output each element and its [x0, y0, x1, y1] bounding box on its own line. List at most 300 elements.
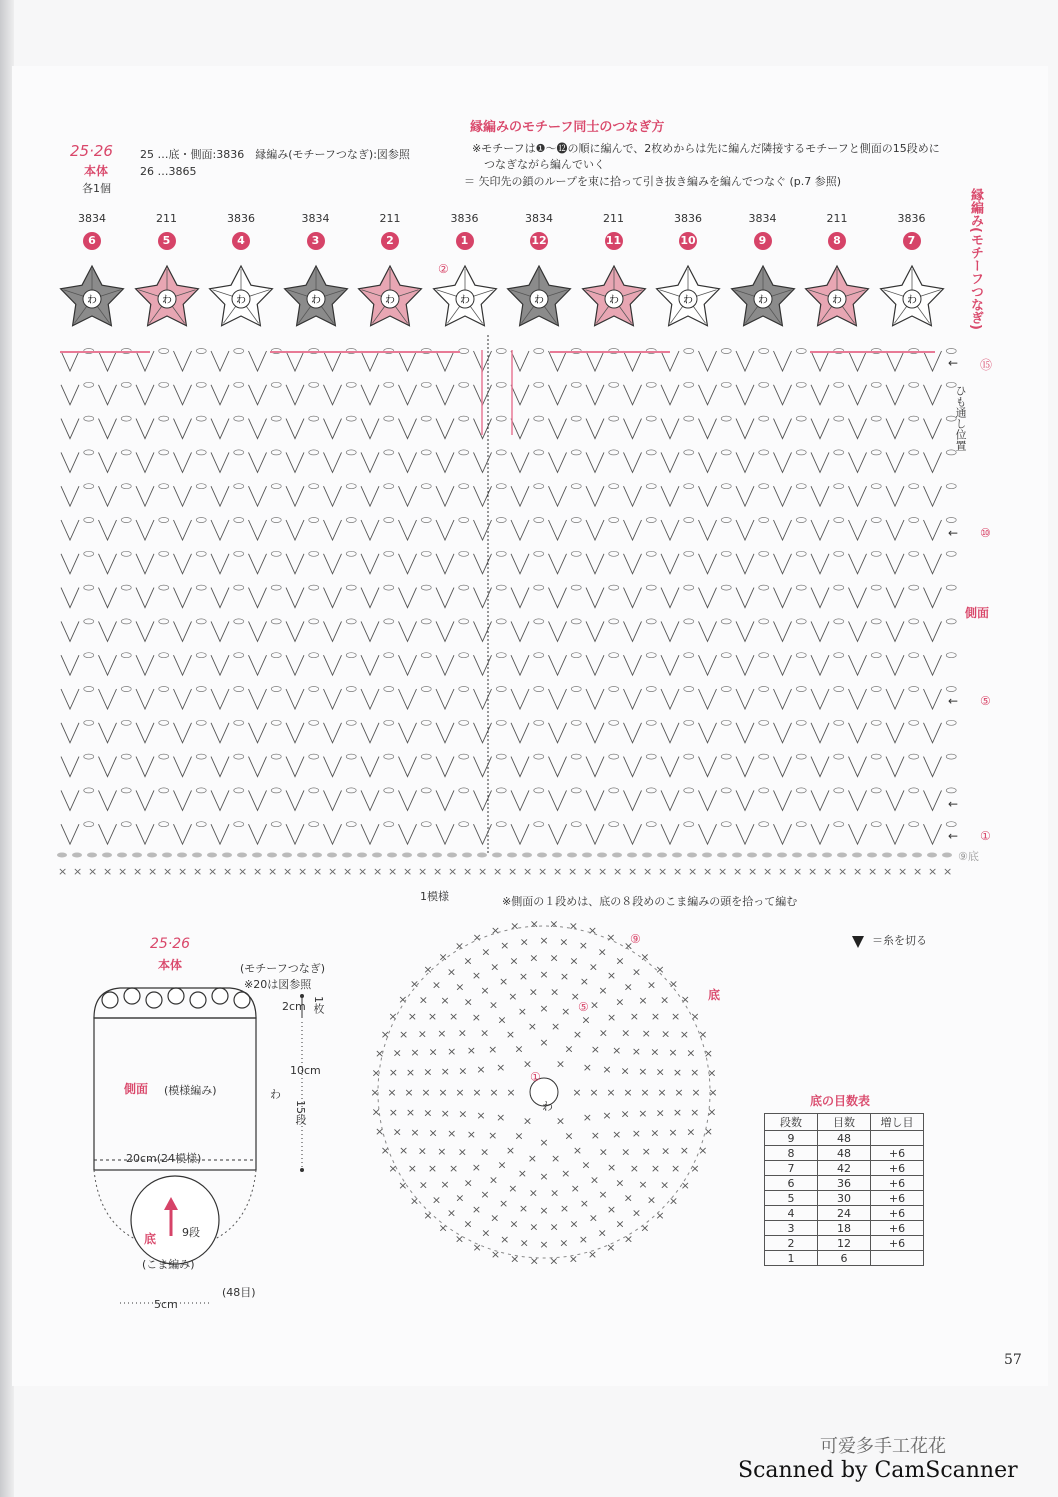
svg-text:×: ×	[631, 1206, 642, 1220]
svg-text:×: ×	[691, 1086, 701, 1099]
svg-text:×: ×	[838, 865, 848, 878]
svg-text:×: ×	[410, 1046, 420, 1060]
motif-order-badge: 10	[679, 232, 697, 250]
svg-text:×: ×	[392, 1046, 402, 1060]
model-ref: 25·26	[70, 142, 113, 160]
table-row	[765, 1131, 924, 1146]
table-cell: 8	[765, 1146, 818, 1161]
arrow-row10: ←	[948, 526, 959, 540]
svg-text:×: ×	[660, 1144, 671, 1158]
svg-text:×: ×	[440, 994, 450, 1008]
svg-text:×: ×	[690, 1105, 700, 1119]
svg-text:×: ×	[598, 983, 608, 997]
svg-text:×: ×	[409, 977, 420, 991]
svg-text:×: ×	[388, 1066, 398, 1080]
table-row	[765, 1236, 924, 1251]
table-cell: 48	[818, 1146, 871, 1161]
svg-text:×: ×	[590, 1129, 600, 1143]
svg-text:×: ×	[598, 1188, 608, 1202]
header-rows: 段数	[765, 1114, 818, 1131]
table-cell: 2	[765, 1236, 818, 1251]
svg-text:×: ×	[823, 865, 833, 878]
star-motif	[727, 262, 799, 332]
svg-text:×: ×	[454, 1232, 465, 1246]
svg-text:×: ×	[913, 865, 923, 878]
svg-text:×: ×	[621, 1026, 631, 1040]
table-row	[765, 1251, 924, 1266]
svg-text:×: ×	[238, 865, 248, 878]
base-chart-center: わ	[542, 1100, 553, 1113]
svg-text:×: ×	[587, 924, 598, 938]
side-label: 側面	[965, 606, 990, 620]
table-cell: +6	[871, 1236, 924, 1251]
svg-text:×: ×	[428, 1126, 438, 1140]
svg-text:×: ×	[421, 1086, 431, 1099]
svg-text:×: ×	[446, 1206, 457, 1220]
svg-text:×: ×	[490, 1247, 501, 1261]
svg-text:×: ×	[438, 950, 448, 964]
svg-text:×: ×	[163, 865, 173, 878]
side-stitch-chart	[40, 335, 960, 885]
svg-text:×: ×	[655, 1208, 665, 1222]
table-cell: +6	[871, 1206, 924, 1221]
svg-text:×: ×	[559, 1202, 570, 1216]
table-row	[765, 1206, 924, 1221]
svg-text:×: ×	[88, 865, 98, 878]
svg-text:×: ×	[853, 865, 863, 878]
svg-text:×: ×	[529, 951, 539, 965]
svg-text:×: ×	[646, 978, 657, 992]
svg-text:×: ×	[559, 935, 569, 949]
svg-text:×: ×	[650, 1010, 661, 1023]
svg-text:×: ×	[698, 1143, 708, 1157]
svg-text:×: ×	[598, 1026, 609, 1040]
svg-text:×: ×	[374, 1125, 385, 1138]
svg-text:×: ×	[103, 865, 113, 878]
motif-color-code: 211	[603, 212, 624, 225]
svg-text:×: ×	[583, 865, 593, 878]
svg-text:×: ×	[620, 1064, 630, 1078]
joining-note-1: ※モチーフは❶～⓬の順に編んで、2枚めからは先に編んだ隣接するモチーフと側面の15段めに	[472, 142, 940, 155]
svg-text:×: ×	[510, 1252, 520, 1266]
table-cell: 6	[818, 1251, 871, 1266]
svg-text:×: ×	[488, 1129, 498, 1143]
joining-note-2: つなぎながら編んでいく	[484, 158, 605, 171]
svg-text:×: ×	[674, 1086, 684, 1099]
svg-text:×: ×	[529, 917, 539, 931]
svg-text:×: ×	[564, 1042, 574, 1056]
schematic-diameter: 5cm	[154, 1298, 178, 1311]
table-cell: 3	[765, 1221, 818, 1236]
svg-text:×: ×	[582, 1061, 592, 1074]
svg-text:×: ×	[793, 865, 803, 878]
svg-text:×: ×	[555, 1057, 566, 1071]
svg-text:×: ×	[457, 1026, 467, 1040]
svg-text:×: ×	[539, 1136, 549, 1149]
svg-text:×: ×	[638, 994, 648, 1008]
svg-text:×: ×	[505, 1028, 516, 1041]
svg-text:×: ×	[703, 1125, 714, 1138]
motif-order-badge: 1	[456, 232, 474, 250]
svg-text:×: ×	[668, 1046, 678, 1060]
svg-text:×: ×	[660, 1027, 671, 1041]
svg-text:×: ×	[641, 1145, 651, 1158]
svg-text:わ: わ	[459, 295, 470, 306]
dim-2-value: 10cm	[290, 1064, 321, 1077]
svg-text:×: ×	[407, 1010, 418, 1023]
schematic-side-pattern: (模様編み)	[164, 1084, 217, 1097]
quantity: 各1個	[82, 182, 111, 195]
svg-text:×: ×	[343, 865, 353, 878]
svg-text:×: ×	[428, 1045, 438, 1059]
svg-text:×: ×	[448, 865, 458, 878]
svg-text:×: ×	[673, 865, 683, 878]
table-cell: 24	[818, 1206, 871, 1221]
svg-text:×: ×	[928, 865, 938, 878]
svg-text:×: ×	[549, 1220, 559, 1234]
cord-position-label: ひも通し位置	[954, 385, 967, 451]
motif-color-code: 3834	[748, 212, 777, 225]
svg-text:×: ×	[615, 1217, 625, 1231]
svg-text:×: ×	[371, 1066, 381, 1080]
svg-text:×: ×	[572, 1086, 582, 1099]
svg-text:×: ×	[597, 1226, 607, 1240]
svg-text:×: ×	[517, 1004, 527, 1018]
svg-text:×: ×	[427, 1010, 438, 1023]
svg-text:×: ×	[623, 1232, 634, 1246]
svg-text:×: ×	[268, 865, 278, 878]
svg-text:×: ×	[578, 939, 588, 953]
svg-text:×: ×	[509, 954, 519, 968]
svg-text:×: ×	[527, 1152, 538, 1165]
svg-text:×: ×	[440, 1107, 450, 1120]
edge-label: 縁編み(モチーフつなぎ)	[968, 188, 983, 330]
svg-text:×: ×	[404, 1086, 414, 1099]
svg-text:×: ×	[680, 1178, 690, 1192]
svg-text:×: ×	[437, 1027, 447, 1040]
svg-text:×: ×	[707, 1066, 717, 1080]
svg-text:×: ×	[458, 1107, 468, 1121]
motif-order-badge: 7	[903, 232, 921, 250]
svg-text:×: ×	[471, 1161, 482, 1175]
svg-text:×: ×	[178, 865, 188, 878]
svg-text:わ: わ	[608, 295, 619, 306]
svg-text:×: ×	[490, 924, 501, 938]
svg-text:×: ×	[463, 995, 473, 1009]
svg-text:×: ×	[58, 865, 68, 878]
motif-color-code: 211	[826, 212, 848, 225]
cut-yarn-icon	[852, 936, 864, 948]
svg-text:×: ×	[629, 1010, 640, 1024]
svg-text:×: ×	[479, 1026, 490, 1040]
svg-text:×: ×	[529, 1220, 539, 1234]
svg-text:×: ×	[578, 1232, 588, 1246]
svg-text:×: ×	[943, 865, 953, 878]
svg-text:×: ×	[472, 1086, 482, 1099]
svg-text:×: ×	[650, 1126, 660, 1140]
star-motif	[56, 262, 128, 332]
svg-text:×: ×	[298, 865, 308, 878]
table-cell: 48	[818, 1131, 871, 1146]
table-cell: 36	[818, 1176, 871, 1191]
star-motif	[205, 262, 277, 332]
count-table-header	[765, 1114, 924, 1131]
svg-text:×: ×	[623, 939, 634, 953]
table-row	[765, 1146, 924, 1161]
svg-text:×: ×	[539, 1002, 549, 1015]
schematic-title: 本体	[158, 958, 183, 972]
schematic-edge-label: (モチーフつなぎ)	[240, 962, 326, 975]
svg-text:×: ×	[579, 1196, 590, 1210]
svg-text:×: ×	[423, 1065, 433, 1079]
header-increase: 増し目	[871, 1114, 924, 1131]
schematic-drawing	[80, 980, 320, 1310]
svg-text:×: ×	[208, 865, 218, 878]
svg-text:×: ×	[476, 1108, 486, 1122]
base-row-marker: ⑨底	[958, 850, 979, 863]
svg-text:わ: わ	[385, 295, 395, 306]
table-row	[765, 1161, 924, 1176]
svg-text:×: ×	[569, 954, 579, 968]
svg-text:×: ×	[588, 960, 598, 974]
svg-text:×: ×	[380, 1143, 390, 1157]
chart-note: ※側面の１段めは、底の８段めのこま編みの頭を拾って編む	[502, 895, 798, 908]
table-cell	[871, 1251, 924, 1266]
svg-text:×: ×	[539, 1238, 549, 1251]
svg-text:×: ×	[748, 865, 758, 878]
svg-text:×: ×	[500, 1232, 510, 1246]
table-cell: +6	[871, 1161, 924, 1176]
schematic-model-ref: 25·26	[150, 936, 191, 952]
svg-text:×: ×	[640, 950, 650, 964]
arrow-row1: ←	[948, 829, 959, 843]
svg-text:×: ×	[508, 865, 518, 878]
schematic-bottom-rows: 9段	[182, 1226, 200, 1239]
svg-text:×: ×	[476, 1063, 486, 1077]
motif-color-code: 3834	[301, 212, 330, 225]
motif-order-badge: 11	[605, 232, 623, 250]
svg-text:×: ×	[672, 1065, 683, 1079]
svg-text:わ: わ	[87, 295, 97, 306]
svg-text:×: ×	[589, 1173, 600, 1187]
svg-text:×: ×	[561, 1004, 571, 1018]
svg-text:×: ×	[550, 1152, 561, 1165]
svg-text:×: ×	[506, 1086, 516, 1099]
svg-text:×: ×	[358, 865, 368, 878]
svg-text:×: ×	[410, 1125, 420, 1139]
svg-text:×: ×	[497, 1013, 507, 1027]
svg-text:×: ×	[668, 1125, 678, 1139]
svg-text:×: ×	[606, 969, 617, 983]
svg-text:×: ×	[523, 865, 533, 878]
motif-order-badge: 5	[158, 232, 176, 250]
svg-text:×: ×	[496, 1111, 506, 1124]
svg-text:×: ×	[621, 1145, 631, 1159]
svg-text:×: ×	[405, 1106, 416, 1120]
svg-text:×: ×	[672, 1106, 683, 1120]
svg-text:×: ×	[589, 998, 600, 1012]
svg-text:わ: わ	[534, 295, 544, 306]
svg-text:×: ×	[703, 865, 713, 878]
arrow-row5: ←	[948, 694, 959, 708]
motif-color-code: 211	[156, 212, 177, 225]
svg-text:×: ×	[471, 1202, 482, 1216]
svg-text:×: ×	[423, 1106, 433, 1120]
svg-text:×: ×	[631, 965, 642, 979]
svg-text:×: ×	[519, 1236, 529, 1250]
svg-text:×: ×	[778, 865, 788, 878]
star-motif	[131, 262, 203, 332]
motif-order-badge: 12	[530, 232, 548, 250]
svg-text:×: ×	[370, 1086, 380, 1099]
svg-text:×: ×	[628, 865, 638, 878]
svg-text:×: ×	[539, 1036, 549, 1049]
table-cell: 5	[765, 1191, 818, 1206]
svg-text:×: ×	[380, 1028, 390, 1042]
star-motif	[801, 262, 873, 332]
svg-text:×: ×	[466, 1128, 476, 1141]
count-table-title: 底の目数表	[810, 1094, 871, 1108]
svg-text:×: ×	[488, 1042, 498, 1056]
svg-text:×: ×	[481, 1226, 491, 1240]
table-cell: 9	[765, 1131, 818, 1146]
svg-text:×: ×	[623, 980, 633, 994]
svg-text:×: ×	[549, 1254, 559, 1268]
svg-text:×: ×	[463, 865, 473, 878]
svg-text:×: ×	[471, 1010, 482, 1024]
svg-text:×: ×	[418, 993, 429, 1007]
svg-text:×: ×	[455, 1191, 465, 1205]
star-motif	[876, 262, 948, 332]
svg-text:×: ×	[490, 960, 500, 974]
svg-text:×: ×	[549, 951, 559, 965]
svg-text:×: ×	[514, 1042, 524, 1056]
svg-text:×: ×	[646, 1193, 657, 1207]
svg-text:×: ×	[479, 1145, 490, 1159]
svg-text:×: ×	[559, 1236, 569, 1250]
schematic-stitches: (48目)	[222, 1286, 256, 1299]
schematic-edge-ref: ※20は図参照	[244, 978, 312, 991]
svg-text:×: ×	[638, 1107, 648, 1120]
svg-text:×: ×	[606, 930, 616, 944]
svg-text:×: ×	[686, 1125, 696, 1139]
star-motif	[578, 262, 650, 332]
base-chart-label: 底	[708, 988, 721, 1002]
svg-text:×: ×	[488, 998, 499, 1012]
svg-text:わ: わ	[832, 295, 842, 306]
dim-1-rows: 1枚	[312, 996, 325, 1014]
svg-text:×: ×	[409, 1194, 420, 1208]
svg-text:×: ×	[417, 1027, 428, 1041]
repeat-label: 1模様	[420, 890, 449, 903]
svg-text:×: ×	[549, 985, 560, 999]
table-cell: 12	[818, 1236, 871, 1251]
svg-text:×: ×	[455, 1086, 465, 1099]
svg-text:×: ×	[640, 1221, 650, 1235]
svg-text:×: ×	[606, 1010, 617, 1024]
svg-text:×: ×	[398, 1178, 408, 1192]
svg-text:×: ×	[606, 1086, 616, 1099]
svg-text:×: ×	[582, 1111, 592, 1124]
svg-text:×: ×	[718, 865, 728, 878]
svg-text:×: ×	[514, 1129, 524, 1143]
svg-text:×: ×	[631, 1127, 641, 1141]
svg-text:×: ×	[640, 1086, 650, 1099]
svg-text:×: ×	[597, 945, 607, 959]
svg-text:×: ×	[471, 969, 482, 983]
svg-text:×: ×	[472, 1241, 482, 1255]
svg-text:×: ×	[529, 1254, 539, 1268]
svg-text:×: ×	[438, 1221, 448, 1235]
svg-text:×: ×	[615, 954, 625, 968]
cut-yarn-label: ＝糸を切る	[872, 934, 927, 947]
svg-text:×: ×	[570, 1182, 580, 1196]
svg-text:×: ×	[612, 1044, 622, 1057]
svg-text:×: ×	[638, 1065, 648, 1078]
svg-text:×: ×	[680, 993, 690, 1007]
svg-text:×: ×	[698, 1028, 708, 1042]
svg-text:×: ×	[463, 1176, 473, 1190]
svg-text:×: ×	[497, 1158, 507, 1172]
svg-text:×: ×	[620, 1107, 630, 1121]
svg-text:×: ×	[418, 865, 428, 878]
svg-text:×: ×	[508, 1182, 518, 1196]
svg-text:×: ×	[581, 1013, 591, 1027]
svg-text:×: ×	[670, 1010, 681, 1023]
svg-text:×: ×	[538, 865, 548, 878]
svg-text:×: ×	[708, 1086, 718, 1099]
svg-text:×: ×	[631, 1044, 641, 1058]
svg-text:×: ×	[528, 985, 539, 999]
svg-text:わ: わ	[161, 295, 172, 306]
svg-text:×: ×	[438, 1086, 448, 1099]
svg-text:×: ×	[606, 1202, 617, 1216]
svg-text:×: ×	[455, 980, 465, 994]
joining-note-3: ＝ 矢印先の鎖のループを束に拾って引き抜き編みを編んでつなぐ (p.7 参照)	[464, 175, 841, 188]
motif-color-code: 211	[379, 212, 401, 225]
svg-text:×: ×	[448, 1161, 459, 1175]
svg-text:×: ×	[688, 865, 698, 878]
svg-text:×: ×	[590, 1042, 600, 1056]
svg-text:×: ×	[472, 930, 482, 944]
motif-order-badge: 8	[828, 232, 846, 250]
svg-text:×: ×	[431, 978, 442, 992]
svg-text:×: ×	[703, 1047, 714, 1060]
svg-text:×: ×	[133, 865, 143, 878]
joining-title: 縁編みのモチーフ同士のつなぎ方	[470, 120, 665, 135]
arrow-row2: ←	[948, 797, 959, 811]
svg-text:×: ×	[463, 954, 473, 968]
svg-text:×: ×	[388, 1010, 398, 1024]
motif-order-badge: 9	[754, 232, 772, 250]
svg-text:×: ×	[568, 1252, 578, 1266]
svg-text:×: ×	[505, 1144, 516, 1157]
svg-text:×: ×	[493, 865, 503, 878]
base-round-1: ①	[530, 1070, 541, 1084]
schematic-bottom-stitch: (こま編み)	[142, 1258, 195, 1271]
svg-text:×: ×	[498, 975, 509, 989]
table-cell: 30	[818, 1191, 871, 1206]
svg-text:×: ×	[539, 968, 549, 981]
svg-text:×: ×	[615, 995, 625, 1009]
svg-text:×: ×	[498, 1196, 509, 1210]
svg-text:×: ×	[690, 1066, 700, 1080]
svg-text:×: ×	[650, 1162, 661, 1175]
motif-color-code: 3834	[78, 212, 106, 225]
svg-text:×: ×	[466, 1044, 476, 1057]
svg-text:×: ×	[589, 1086, 599, 1099]
svg-text:×: ×	[496, 1061, 506, 1074]
